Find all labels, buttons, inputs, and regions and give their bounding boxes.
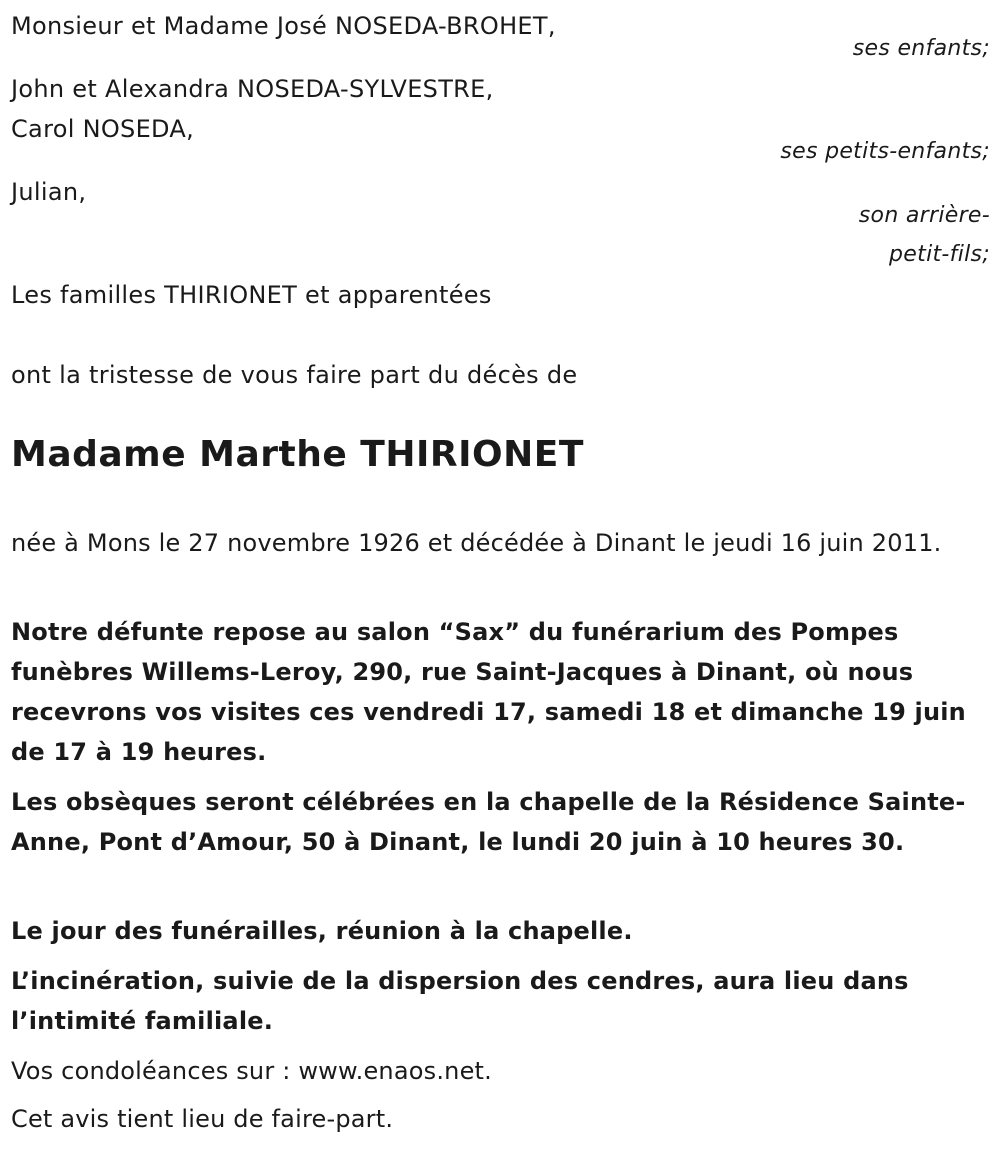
grandchild-names-1: John et Alexandra NOSEDA-SYLVESTRE, <box>11 75 494 103</box>
children-names: Monsieur et Madame José NOSEDA-BROHET, <box>11 12 556 40</box>
announcement-intro: ont la tristesse de vous faire part du décès de <box>11 361 578 389</box>
great-grandchild-role-line-1: son arrière- <box>858 203 990 228</box>
grandchildren-role: ses petits-enfants; <box>780 139 990 164</box>
visitation-details: Notre défunte repose au salon “Sax” du funérarium des Pompes funèbres Willems-Leroy, 290, rue Saint-Jacques à Dinant, où nous recevrons vos visites ces vendredi 17, samedi 18 et dimanche 19 juin de 17 à 19 heures. <box>11 618 966 766</box>
great-grandchild-name: Julian, <box>11 178 87 206</box>
extended-families: Les familles THIRIONET et apparentées <box>11 281 492 309</box>
condolences-line: Vos condoléances sur : www.enaos.net. <box>11 1057 492 1085</box>
children-role: ses enfants; <box>852 36 990 61</box>
deceased-name: Madame Marthe THIRIONET <box>11 434 584 475</box>
birth-death-details: née à Mons le 27 novembre 1926 et décédée à Dinant le jeudi 16 juin 2011. <box>11 529 942 557</box>
cremation-details: L’incinération, suivie de la dispersion des cendres, aura lieu dans l’intimité familiale. <box>11 967 909 1035</box>
notice-line: Cet avis tient lieu de faire-part. <box>11 1105 394 1133</box>
grandchild-names-2: Carol NOSEDA, <box>11 115 195 143</box>
funeral-details: Les obsèques seront célébrées en la chapelle de la Résidence Sainte-Anne, Pont d’Amour, 50 à Dinant, le lundi 20 juin à 10 heures 30. <box>11 788 966 856</box>
great-grandchild-role-line-2: petit-fils; <box>889 242 990 267</box>
meeting-details: Le jour des funérailles, réunion à la chapelle. <box>11 917 633 945</box>
